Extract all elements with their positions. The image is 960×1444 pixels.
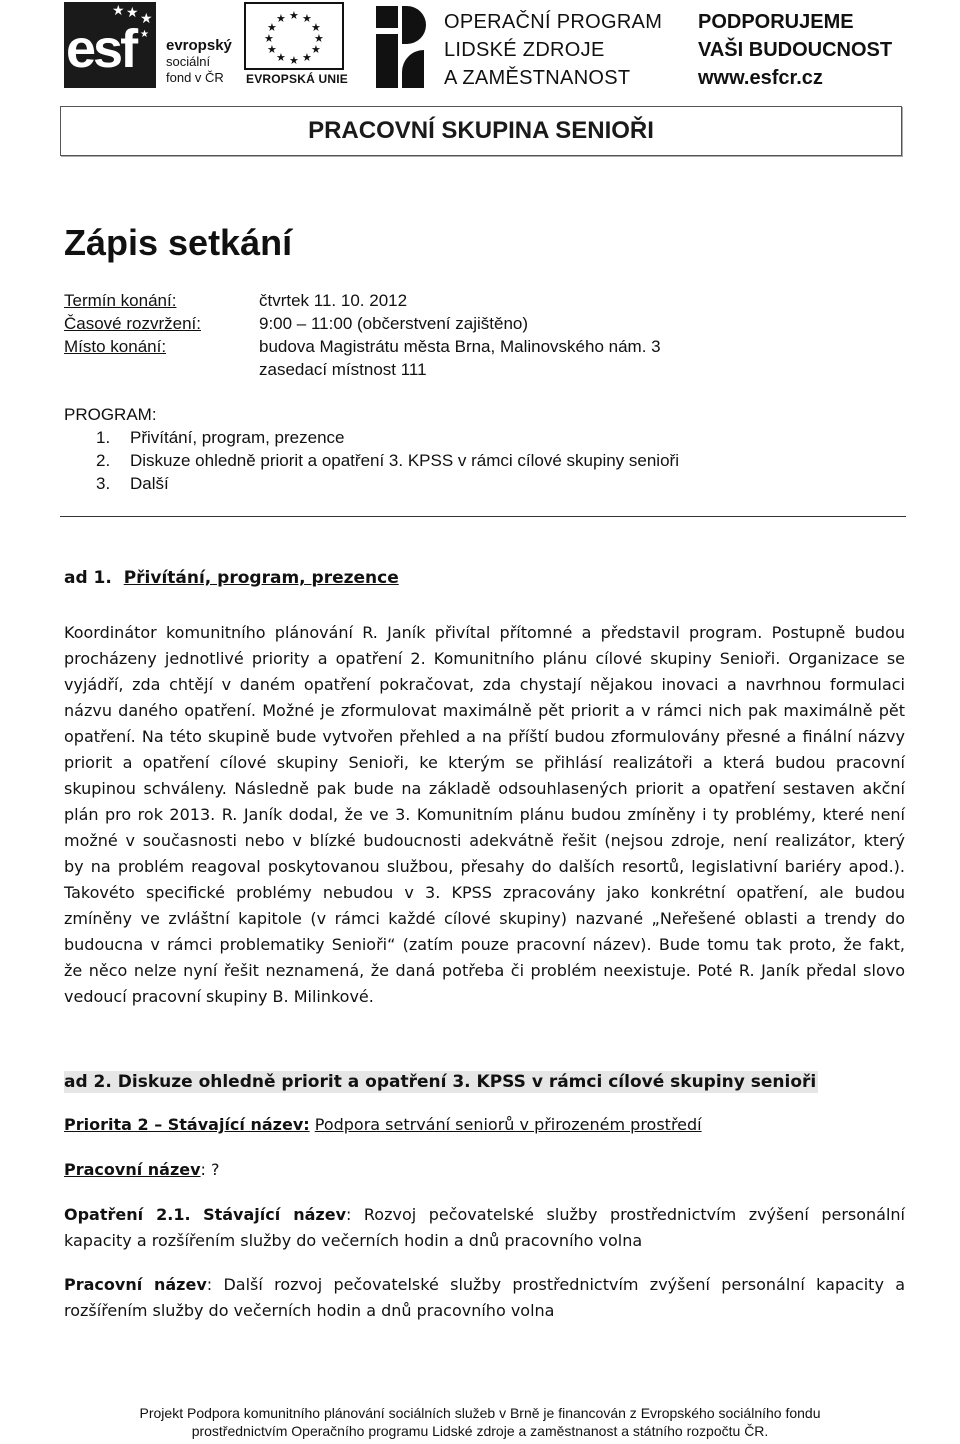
banner-title-box	[60, 106, 902, 156]
star-icon: ★	[311, 43, 321, 56]
esf-mark	[64, 2, 156, 88]
paragraph-line: budoucna v rámci problematiky Senioři“ (zatím pouze pracovní název). Bude tomu tak proto, že fakt,	[64, 935, 905, 954]
star-icon: ★	[276, 12, 286, 25]
section1-prefix: ad 1.	[64, 568, 112, 588]
paragraph-line: Takovéto specifické problémy nebudou v 3. KPSS zpracovány jako konkrétní opatření, ale budou	[64, 883, 905, 902]
date-label: Termín konání:	[64, 291, 177, 310]
working-name-label: Pracovní název	[64, 1160, 201, 1179]
op-mark-icon	[376, 6, 432, 88]
priority-line	[64, 1114, 702, 1136]
star-icon: ★	[112, 3, 125, 19]
esf-line1: evropský	[166, 37, 232, 54]
date-value: čtvrtek 11. 10. 2012	[259, 291, 408, 310]
star-icon: ★	[289, 54, 299, 67]
banner-title: PRACOVNÍ SKUPINA SENIOŘI	[308, 117, 654, 144]
measure-working-block	[64, 1272, 905, 1324]
paragraph-line: procházeny jednotlivé priority a opatření 2. Komunitního plánu cílové skupiny Senioři. Organizace se	[64, 649, 905, 668]
paragraph-line: Koordinátor komunitního plánování R. Janík přivítal přítomné a představil program. Postupně budou	[64, 623, 905, 642]
measure-current-label: Stávající název	[203, 1205, 346, 1224]
eu-flag	[244, 2, 344, 70]
program-item-number: 3.	[96, 474, 111, 493]
star-icon: ★	[267, 43, 277, 56]
section2-heading: ad 2. Diskuze ohledně priorit a opatření 3. KPSS v rámci cílové skupiny senioři	[64, 1072, 817, 1092]
footer-line1: Projekt Podpora komunitního plánování sociálních služeb v Brně je financován z Evropského sociálního fondu	[139, 1405, 821, 1421]
measure-current-line: kapacity a rozšířením služby do večerních hodin a dnů pracovního volna	[64, 1231, 643, 1250]
measure-working-line: rozšířením služby do večerních hodin a dnů pracovního volna	[64, 1301, 555, 1320]
priority-value: Podpora setrvání seniorů v přirozeném prostředí	[314, 1115, 702, 1134]
doc-title: Zápis setkání	[64, 222, 293, 263]
program-item-number: 2.	[96, 451, 111, 470]
measure-current-line	[64, 1202, 905, 1228]
slogan-block	[698, 8, 908, 88]
place-value: budova Magistrátu města Brna, Malinovského nám. 3	[259, 337, 661, 356]
paragraph-line: vyjádří, zda chtějí v daném opatření pokračovat, zda chystají nějakou inovaci a navrhnou formulaci	[64, 675, 905, 694]
measure-working-line	[64, 1272, 905, 1298]
paragraph-line: plán pro rok 2013. R. Janík dodal, že ve 3. Komunitním plánu budou zmíněny i ty problémy, které není	[64, 805, 905, 824]
program-item-text: Další	[130, 474, 169, 493]
program-item-text: Diskuze ohledně priorit a opatření 3. KPSS v rámci cílové skupiny senioři	[130, 451, 679, 470]
program-label: PROGRAM:	[64, 405, 157, 424]
paragraph-line: skupinou schváleny. Následně pak bude na základě odsouhlasených priorit a opatření sestaven akční	[64, 779, 905, 798]
paragraph-line: by na problém reagoval poskytovanou službou, přesahy do dalších resortů, legislativní bariéry apod.).	[64, 857, 905, 876]
section1-title: Přivítání, program, prezence	[123, 568, 399, 588]
paragraph-line: názvu daného opatření. Možné je zformulovat maximálně pět priorit a v rámci nich pak maximálně pět	[64, 701, 905, 720]
place-label: Místo konání:	[64, 337, 167, 356]
op-logo	[376, 4, 676, 90]
slogan-line1: PODPORUJEME	[698, 11, 854, 33]
slogan-line2: VAŠI BUDOUCNOST	[698, 39, 893, 61]
star-icon: ★	[311, 21, 321, 34]
esf-mark-text: esf	[66, 19, 136, 79]
program-item-number: 1.	[96, 428, 111, 447]
esf-logo	[64, 2, 240, 88]
star-icon: ★	[140, 11, 153, 27]
program-item-text: Přivítání, program, prezence	[130, 428, 345, 447]
footer-line2: prostřednictvím Operačního programu Lidské zdroje a zaměstnanost a státního rozpočtu ČR.	[191, 1423, 769, 1439]
room-value: zasedací místnost 111	[259, 360, 427, 379]
page-footer	[0, 1404, 960, 1440]
star-icon: ★	[302, 12, 312, 25]
slogan-website: www.esfcr.cz	[698, 67, 823, 89]
paragraph-line: opatření. Na této skupině bude vytvořen přehled a na příští budou zformulovány přesné a finální názvy	[64, 727, 905, 746]
paragraph-line: možné v současnosti nebo v blízké budoucnosti adekvátně řešit (nejsou zdroje, není realizátor, který	[64, 831, 905, 850]
star-icon: ★	[267, 21, 277, 34]
star-icon: ★	[276, 51, 286, 64]
measure-current-block	[64, 1202, 905, 1254]
priority-label: Priorita 2 – Stávající název:	[64, 1115, 310, 1134]
star-icon: ★	[314, 32, 324, 45]
star-icon: ★	[264, 32, 274, 45]
paragraph-line: že něco nelze nyní řešit neznamená, že daná potřeba či problém neexistuje. Poté R. Janík předal slovo	[64, 961, 905, 980]
esf-line3: fond v ČR	[166, 70, 224, 85]
star-icon: ★	[140, 29, 149, 40]
working-name-line	[64, 1159, 220, 1181]
paragraph-line: zmíněny ve zvláštní kapitole (v rámci každé cílové skupiny) nazvané „Neřešené oblasti a trendy do	[64, 909, 905, 928]
working-name-value: : ?	[200, 1160, 220, 1179]
star-icon: ★	[126, 5, 139, 21]
measure-label: Opatření 2.1.	[64, 1205, 191, 1224]
esf-line2: sociální	[166, 54, 211, 69]
time-label: Časové rozvržení:	[64, 314, 201, 333]
paragraph-line: priorit a opatření cílové skupiny Senioři, ke kterým se přihlásí realizátoři a která budou pracovní	[64, 753, 905, 772]
measure-working-label: Pracovní název	[64, 1275, 207, 1294]
section1-heading	[64, 567, 399, 589]
star-icon: ★	[289, 9, 299, 22]
op-line2: LIDSKÉ ZDROJE	[444, 39, 605, 61]
section-divider	[60, 516, 906, 517]
time-value: 9:00 – 11:00 (občerstvení zajištěno)	[259, 314, 529, 333]
eu-logo	[242, 2, 360, 90]
op-line3: A ZAMĚSTNANOST	[444, 67, 631, 89]
esf-words	[166, 38, 232, 86]
paragraph-line: vedoucí pracovní skupiny B. Milinkové.	[64, 987, 374, 1006]
eu-caption: EVROPSKÁ UNIE	[246, 72, 348, 86]
op-line1: OPERAČNÍ PROGRAM	[444, 11, 663, 33]
section1-paragraph	[64, 620, 905, 1010]
star-icon: ★	[302, 51, 312, 64]
op-text	[444, 8, 662, 92]
measure-current-text: : Rozvoj pečovatelské služby prostřednictvím zvýšení personální	[346, 1205, 905, 1224]
measure-working-text: : Další rozvoj pečovatelské služby prostřednictvím zvýšení personální kapacity a	[206, 1275, 906, 1294]
